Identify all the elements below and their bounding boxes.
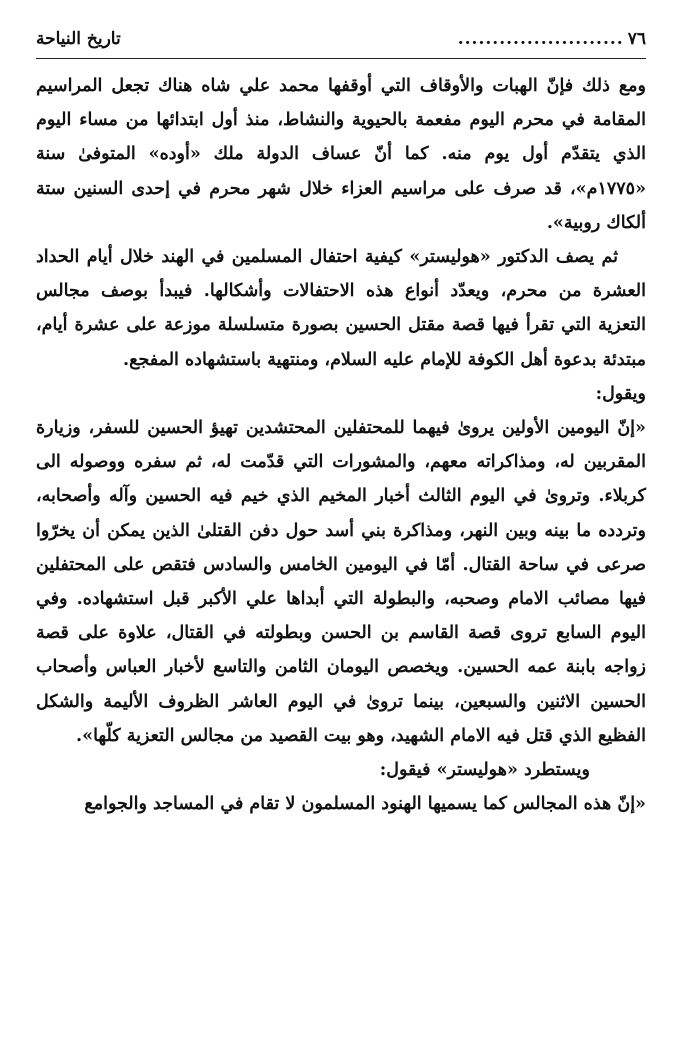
paragraph-waqf-endowments: ومع ذلك فإنّ الهبات والأوقاف التي أوقفها محمد علي شاه هناك تجعل المراسيم المقامة في محرم اليوم مفعمة بالحيوية والنشاط، منذ أول ابتدائها من مساء اليوم الذي يتقدّم أول يوم منه. كما أنّ عساف الدولة ملك «أوده» المتوفىٰ سنة «١٧٧٥م»، قد صرف على مراسيم العزاء خلال شهر محرم في إحدى السنين ستة ألكاك روبية». xyxy=(36,76,646,233)
book-title: تاريخ النياحة xyxy=(36,29,121,49)
paragraph-majalis-quote: «إنّ هذه المجالس كما يسميها الهنود المسلمون لا تقام في المساجد والجوامع xyxy=(84,794,646,815)
paragraph-ten-days-quote: «إنّ اليومين الأولين يروىٰ فيهما للمحتفلين المحتشدين تهيؤ الحسين للسفر، وزيارة المقربين له، ومذاكراته معهم، والمشورات التي قدّمت له، ثم سفره ووصوله الى كربلاء. وتروىٰ في اليوم الثالث أخبار المخيم الذي خيم فيه الحسين وآله وأصحابه، وتردده ما بينه وبين النهر، ومذاكرة بني أسد حول دفن القتلىٰ الذين يمكن أن يخرّوا صرعى في ساحة القتال. أمّا في اليومين الخامس والسادس فتقص على المحتفلين فيها مصائب الامام وصحبه، والبطولة التي أبداها علي الأكبر قبل استشهاده. وفي اليوم السابع تروى قصة القاسم بن الحسن وبطولته في القتال، علاوة على قصة زواجه بابنة عمه الحسين. ويخصص اليومان الثامن والتاسع لأخبار العباس وأصحاب الحسين الاثنين والسبعين، بينما تروىٰ في اليوم العاشر الظروف الأليمة والشكل الفظيع الذي قتل فيه الامام الشهيد، وهو بيت القصيد من مجالس التعزية كلّها». xyxy=(36,418,646,746)
paragraph-hollister-description: ثم يصف الدكتور «هوليستر» كيفية احتفال المسلمين في الهند خلال أيام الحداد العشرة من محرم، ويعدّد أنواع هذه الاحتفالات وأشكالها. فيبدأ بوصف مجالس التعزية التي تقرأ فيها قصة مقتل الحسين بصورة متسلسلة موزعة على عشرة أيام، مبتدئة بدعوة أهل الكوفة للإمام عليه السلام، ومنتهية باستشهاده المفجع. xyxy=(36,247,646,370)
paragraph-he-says: ويقول: xyxy=(595,383,646,404)
book-page xyxy=(36,26,646,1026)
header-dot-leader: ........................ xyxy=(457,29,624,49)
body-text xyxy=(36,69,646,821)
page-number: ٧٦ xyxy=(627,29,646,49)
paragraph-hollister-continues: ويستطرد «هوليستر» فيقول: xyxy=(379,760,590,781)
running-header xyxy=(36,26,646,59)
